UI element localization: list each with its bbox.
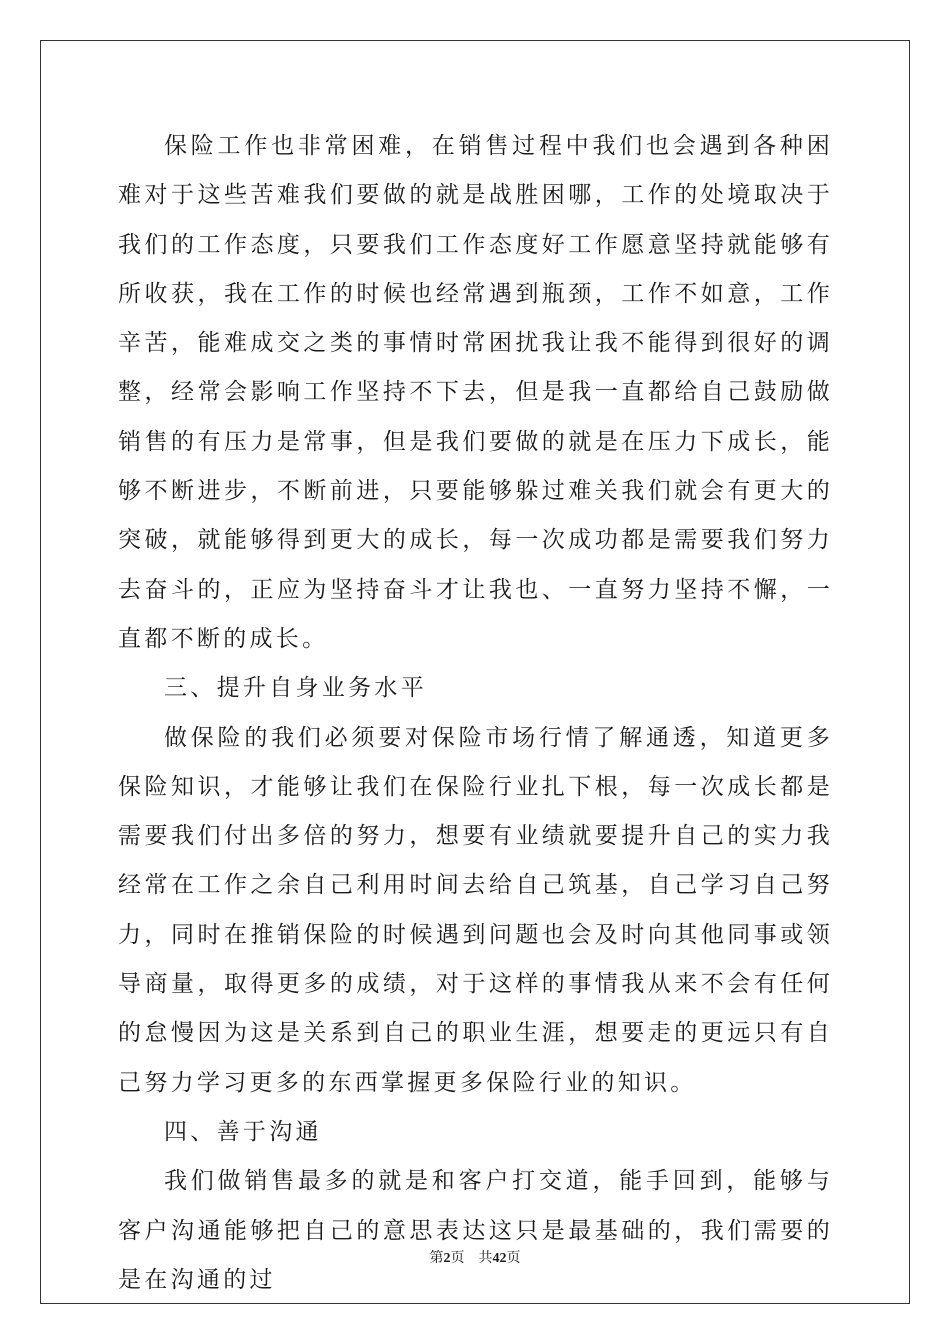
- paragraph-2: 做保险的我们必须要对保险市场行情了解通透，知道更多保险知识，才能够让我们在保险行业扎下根，每一次成长都是需要我们付出多倍的努力，想要有业绩就要提升自己的实力我经常在工作之余自己利用时间去给自己筑基，自己学习自己努力，同时在推销保险的时候遇到问题也会及时向其他同事或领导商量，取得更多的成绩，对于这样的事情我从来不会有任何的怠慢因为这是关系到自己的职业生涯，想要走的更远只有自己努力学习更多的东西掌握更多保险行业的知识。: [118, 724, 833, 1096]
- page-current: 2: [443, 1251, 451, 1266]
- document-body: [118, 122, 833, 1305]
- page-total: 42: [492, 1251, 507, 1266]
- page-footer: [0, 1247, 950, 1267]
- total-prefix: 共: [478, 1250, 493, 1266]
- page-suffix: 页: [450, 1250, 465, 1266]
- total-suffix: 页: [506, 1250, 521, 1266]
- section-heading-4: 四、善于沟通: [164, 1118, 322, 1145]
- page-prefix: 第: [429, 1250, 444, 1266]
- paragraph-1: 保险工作也非常困难，在销售过程中我们也会遇到各种困难对于这些苦难我们要做的就是战胜困哪，工作的处境取决于我们的工作态度，只要我们工作态度好工作愿意坚持就能够有所收获，我在工作的时候也经常遇到瓶颈，工作不如意，工作辛苦，能难成交之类的事情时常困扰我让我不能得到很好的调整，经常会影响工作坚持不下去，但是我一直都给自己鼓励做销售的有压力是常事，但是我们要做的就是在压力下成长，能够不断进步，不断前进，只要能够躲过难关我们就会有更大的突破，就能够得到更大的成长，每一次成功都是需要我们努力去奋斗的，正应为坚持奋斗才让我也、一直努力坚持不懈，一直都不断的成长。: [118, 133, 833, 652]
- paragraph-3: 我们做销售最多的就是和客户打交道，能手回到，能够与客户沟通能够把自己的意思表达这只是最基础的，我们需要的是在沟通的过: [118, 1168, 833, 1293]
- section-heading-3: 三、提升自身业务水平: [164, 675, 427, 702]
